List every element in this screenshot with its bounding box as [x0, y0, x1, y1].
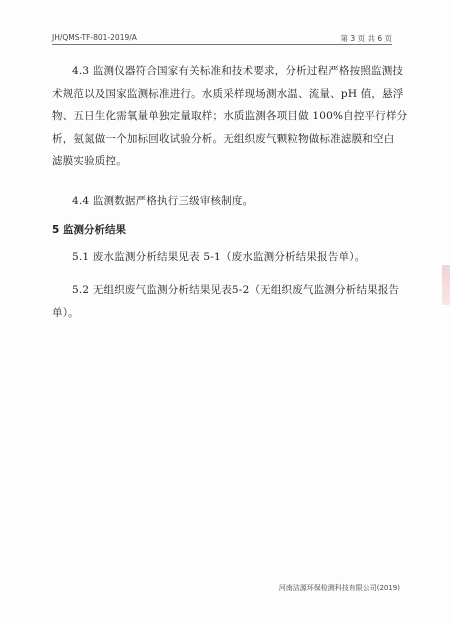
paragraph-line: 析，氨氮做一个加标回收试验分析。无组织废气颗粒物做标准滤膜和空白	[52, 132, 395, 145]
page-header	[52, 32, 392, 45]
seal-edge-mark	[442, 265, 450, 305]
paragraph-line: 术规范以及国家监测标准进行。水质采样现场测水温、流量、pH 值，悬浮	[52, 87, 404, 100]
paragraph-4-4	[52, 190, 397, 213]
section-title: 5 监测分析结果	[52, 224, 126, 236]
document-code: JH/QMS-TF-801-2019/A	[52, 33, 137, 42]
paragraph-line: 5.2 无组织废气监测分析结果见表5-2（无组织废气监测分析结果报告	[72, 284, 400, 296]
paragraph-line: 5.1 废水监测分析结果见表 5-1（废水监测分析结果报告单）。	[72, 251, 366, 263]
page-number: 第 3 页 共 6 页	[340, 34, 392, 43]
paragraph-line: 4.4 监测数据严格执行三级审核制度。	[72, 195, 254, 207]
paragraph-line: 物、五日生化需氧量单独定量取样；水质监测各项目做 100%自控平行样分	[52, 110, 408, 122]
paragraph-5-1	[52, 246, 397, 269]
company-footer: 河南洁源环保检测科技有限公司(2019)	[278, 584, 400, 592]
paragraph-4-3	[52, 60, 408, 173]
paragraph-line: 滤膜实验质控。	[52, 155, 127, 167]
paragraph-line: 单）。	[52, 306, 79, 319]
paragraph-line: 4.3 监测仪器符合国家有关标准和技术要求，分析过程严格按照监测技	[72, 65, 404, 77]
paragraph-5-2	[52, 279, 400, 324]
